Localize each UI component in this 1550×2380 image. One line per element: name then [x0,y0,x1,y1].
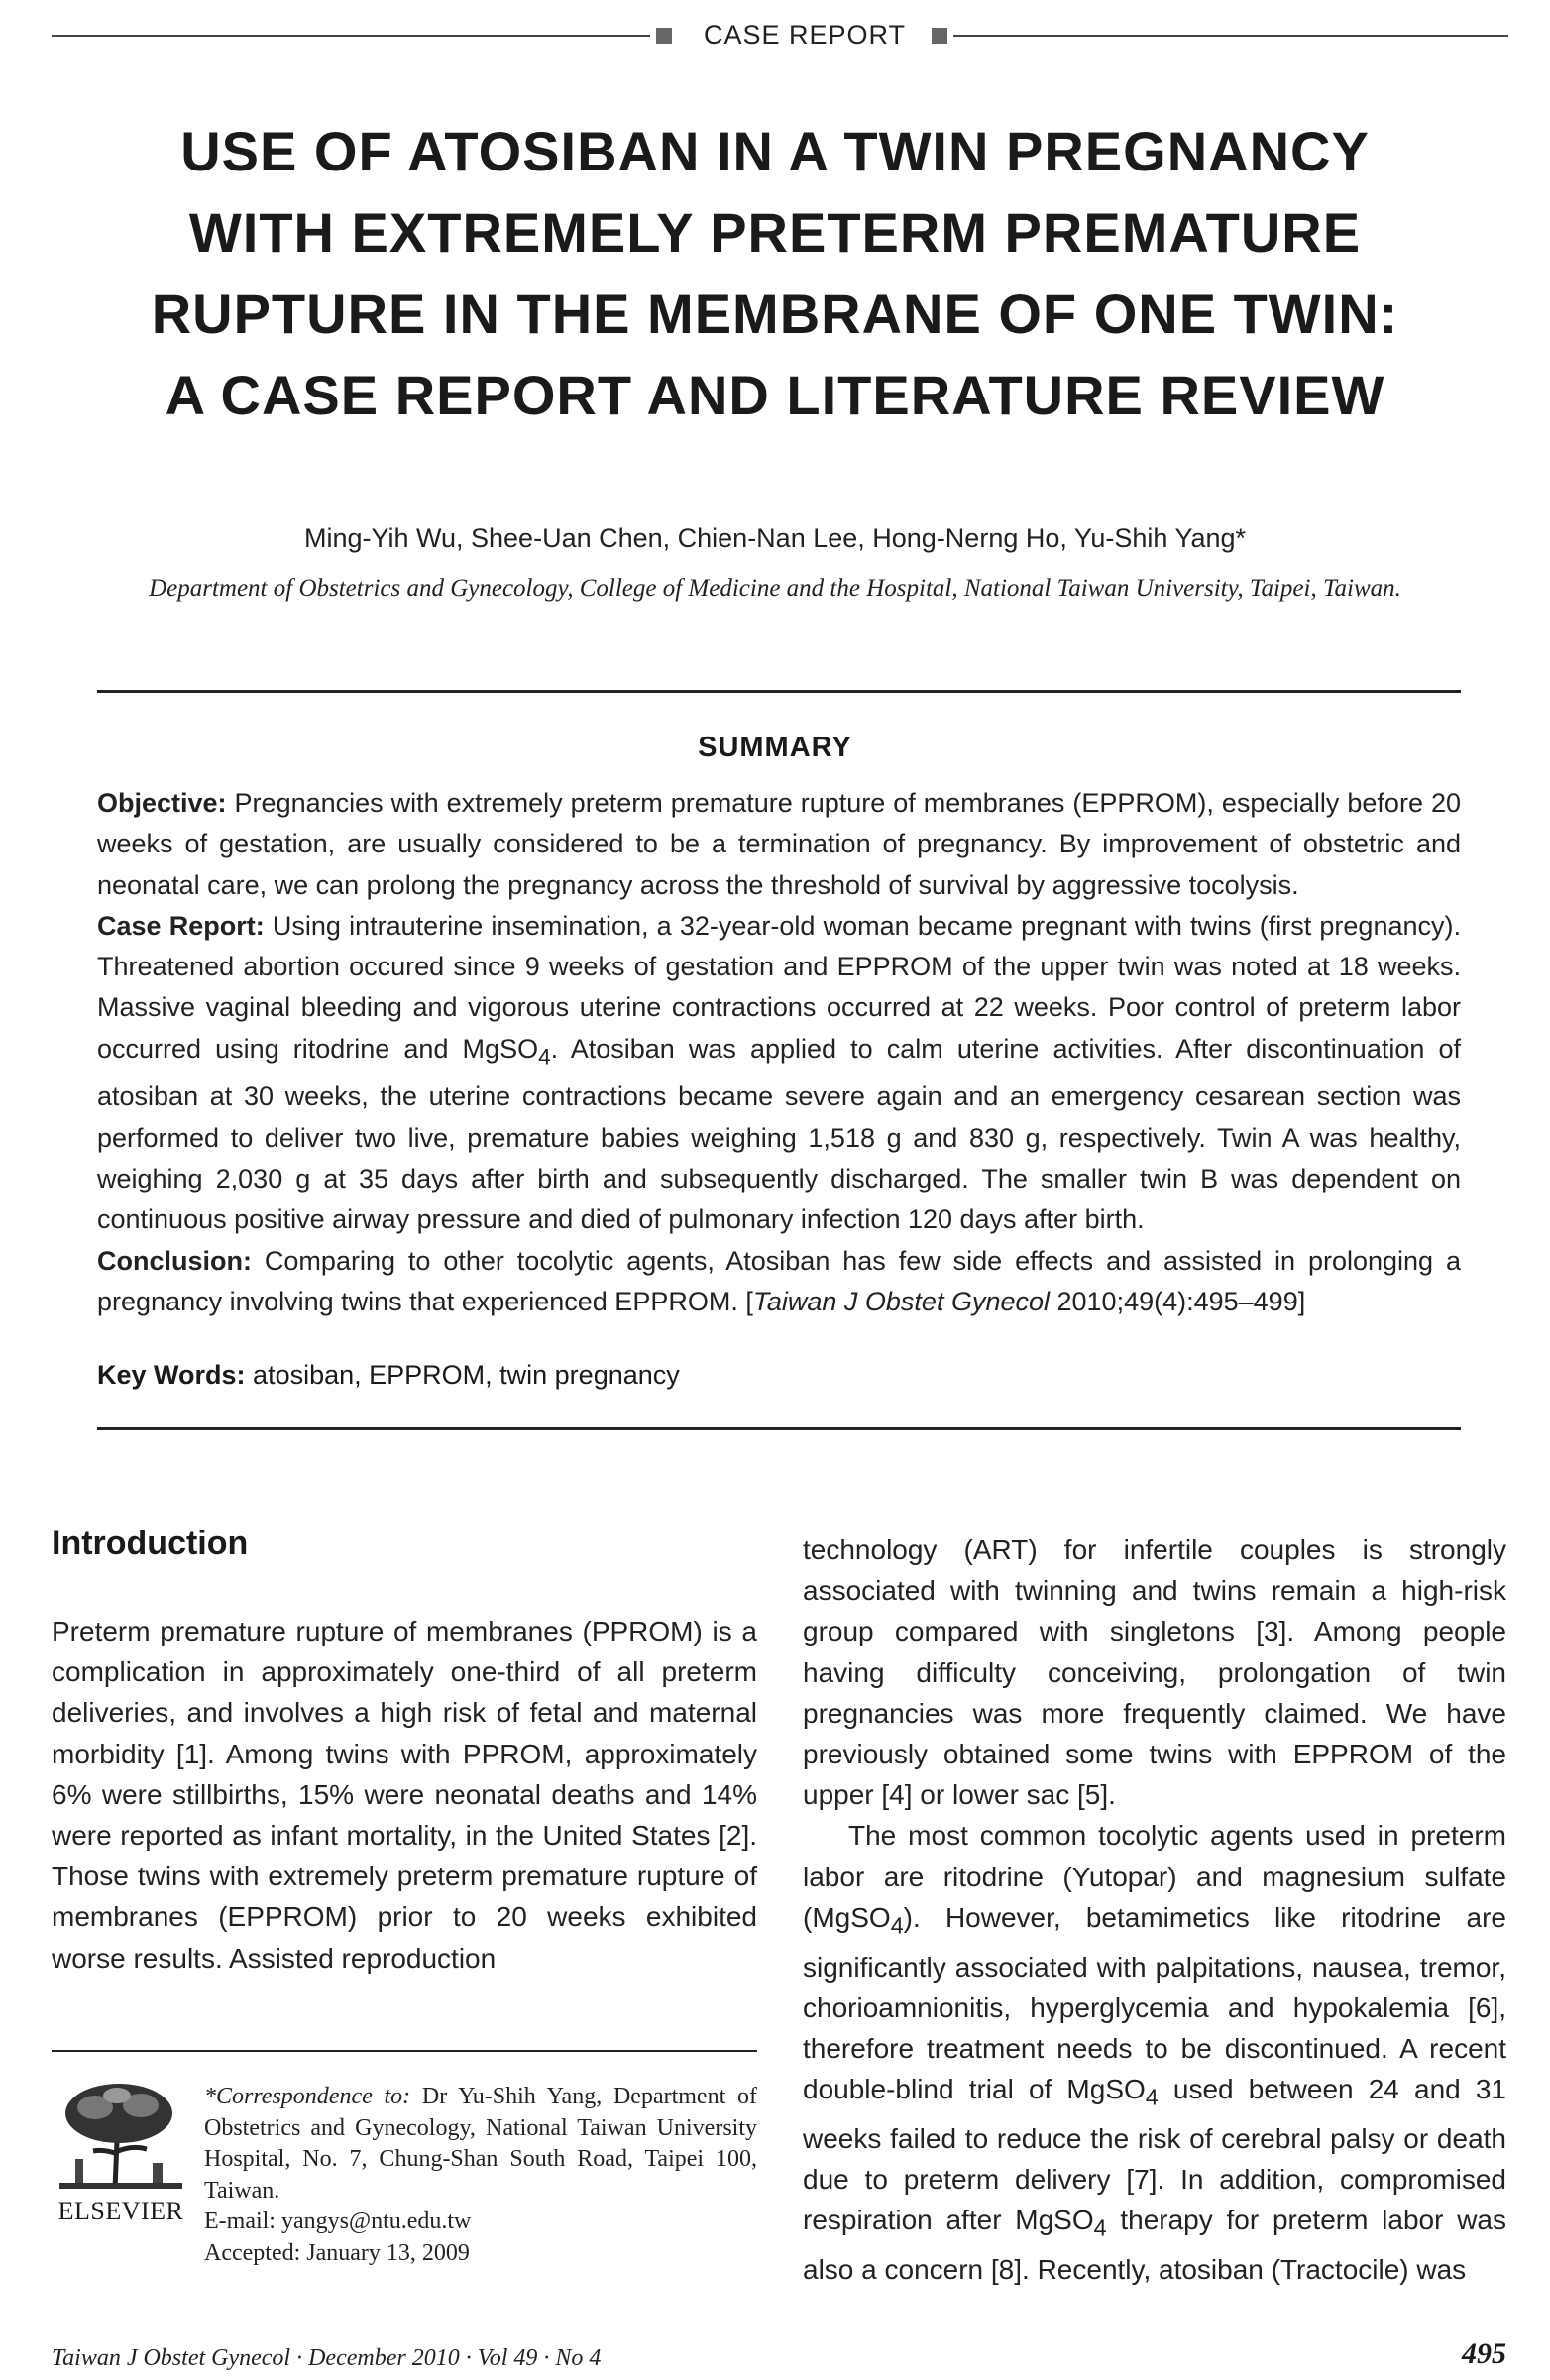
conclusion-label: Conclusion: [97,1245,252,1276]
keywords [97,1360,1461,1391]
right-column [803,1530,1506,2290]
conclusion-text: Comparing to other tocolytic agents, Atosiban has few side effects and assisted in prolonging a pregnancy involving twins that experienced EPPROM. [ [97,1245,1461,1316]
correspondence-text: Dr Yu-Shih Yang, Department of Obstetrics and Gynecology, National Taiwan University Hospital, No. 7, Chung-Shan South Road, Taipei 100, Taiwan. [204,2084,757,2204]
affiliation: Department of Obstetrics and Gynecology, College of Medicine and the Hospital, National Taiwan University, Taipei, Taiwan. [149,575,1401,602]
summary-bottom-rule [97,1427,1461,1430]
keywords-text: atosiban, EPPROM, twin pregnancy [253,1360,680,1390]
objective-text: Pregnancies with extremely preterm premature rupture of membranes (EPPROM), especially before 20 weeks of gestation, are usually considered to be a termination of pregnancy. By improvement of obstetric and neonatal care, we can prolong the pregnancy across the threshold of survival by aggressive tocolysis. [97,788,1461,900]
subscript: 4 [538,1044,551,1070]
title-line: USE OF ATOSIBAN IN A TWIN PREGNANCY [180,120,1370,182]
body-paragraph: Preterm premature rupture of membranes (PPROM) is a complication in approximately one-third of all preterm deliveries, and involves a high risk of fetal and maternal morbidity [1]. Among twins with PPROM, approximately 6% were stillbirths, 15% were neonatal deaths and 14% were reported as infant mortality, in the United States [2]. Those twins with extremely preterm premature rupture of membranes (EPPROM) prior to 20 weeks exhibited worse results. Assisted reproduction [52,1616,757,1974]
correspondence-address [204,2082,757,2207]
correspondence-email: E-mail: yangys@ntu.edu.tw [204,2209,472,2234]
publisher-wordmark: ELSEVIER [57,2197,184,2225]
accepted-date: Accepted: January 13, 2009 [204,2239,470,2266]
body-paragraph [803,1815,1506,2290]
tree-icon [57,2080,184,2191]
header-rule-right [953,35,1508,37]
case-report-paragraph [97,906,1461,1241]
objective-paragraph [97,783,1461,906]
paragraph-text: used between 24 and 31 weeks failed to reduce the risk of cerebral palsy or death due to preterm delivery [7]. In addition, compromised respiration after MgSO [803,2074,1506,2236]
body-paragraph: technology (ART) for infertile couples is strongly associated with twinning and twins remain a high-risk group compared with singletons [3]. Among people having difficulty conceiving, prolongation of twin pregnancies was more frequently claimed. We have previously obtained some twins with EPPROM of the upper [4] or lower sac [5]. [803,1534,1506,1811]
correspondence-label: *Correspondence to: [204,2084,411,2109]
objective-label: Objective: [97,788,227,818]
header-rule-left [52,35,650,37]
case-report-text: Using intrauterine insemination, a 32-year-old woman became pregnant with twins (first pregnancy). Threatened abortion occured since 9 weeks of gestation and EPPROM of the upper twin was noted at 18 weeks. Massive vaginal bleeding and vigorous uterine contractions occurred at 22 weeks. Poor control of preterm labor occurred using ritodrine and MgSO [97,910,1461,1064]
case-report-label: Case Report: [97,910,265,941]
keywords-label: Key Words: [97,1360,246,1390]
subscript: 4 [1145,2084,1159,2110]
paragraph-text: ). However, betamimetics like ritodrine are significantly associated with palpitations, nausea, tremor, chorioamnionitis, hyperglycemia and hypokalemia [6], therefore treatment needs to be discontinued. A recent double-blind trial of MgSO [803,1901,1506,2105]
title-line: RUPTURE IN THE MEMBRANE OF ONE TWIN: [151,283,1399,345]
section-tag [52,18,1508,57]
citation-journal: Taiwan J Obstet Gynecol [752,1286,1050,1316]
paragraph-text: therapy for preterm labor was also a concern [8]. Recently, atosiban (Tractocile) was [803,2205,1506,2286]
case-report-text: . Atosiban was applied to calm uterine activities. After discontinuation of atosiban at 30 weeks, the uterine contractions became severe again and an emergency cesarean section was performed to deliver two live, premature babies weighing 1,518 g and 830 g, respectively. Twin A was healthy, weighing 2,030 g at 35 days after birth and subsequently discharged. The smaller twin B was dependent on continuous positive airway pressure and died of pulmonary infection 120 days after birth. [97,1033,1461,1235]
citation-details: 2010;49(4):495–499] [1050,1286,1306,1316]
article-title [0,111,1550,436]
correspondence-note [204,2082,757,2269]
journal-footer: Taiwan J Obstet Gynecol · December 2010 · Vol 49 · No 4 [52,2345,602,2371]
title-line: WITH EXTREMELY PRETERM PREMATURE [188,201,1362,264]
summary-heading: SUMMARY [698,732,852,763]
section-heading-introduction: Introduction [52,1525,249,1562]
title-line: A CASE REPORT AND LITERATURE REVIEW [165,364,1385,426]
paragraph-text: The most common tocolytic agents used in preterm labor are ritodrine (Yutopar) and magnesium sulfate (MgSO [803,1820,1506,1933]
square-bullet-icon [656,28,672,44]
page-number: 495 [1462,2337,1506,2370]
subscript: 4 [890,1912,904,1939]
elsevier-logo [52,2080,190,2228]
footnote-rule [52,2050,757,2052]
summary-body [97,783,1461,1322]
conclusion-paragraph [97,1241,1461,1323]
summary-top-rule [97,690,1461,693]
subscript: 4 [1093,2215,1107,2242]
left-column [52,1611,757,1979]
authors: Ming-Yih Wu, Shee-Uan Chen, Chien-Nan Lee, Hong-Nerng Ho, Yu-Shih Yang* [303,523,1247,553]
square-bullet-icon [932,28,947,44]
section-label: CASE REPORT [703,20,907,50]
